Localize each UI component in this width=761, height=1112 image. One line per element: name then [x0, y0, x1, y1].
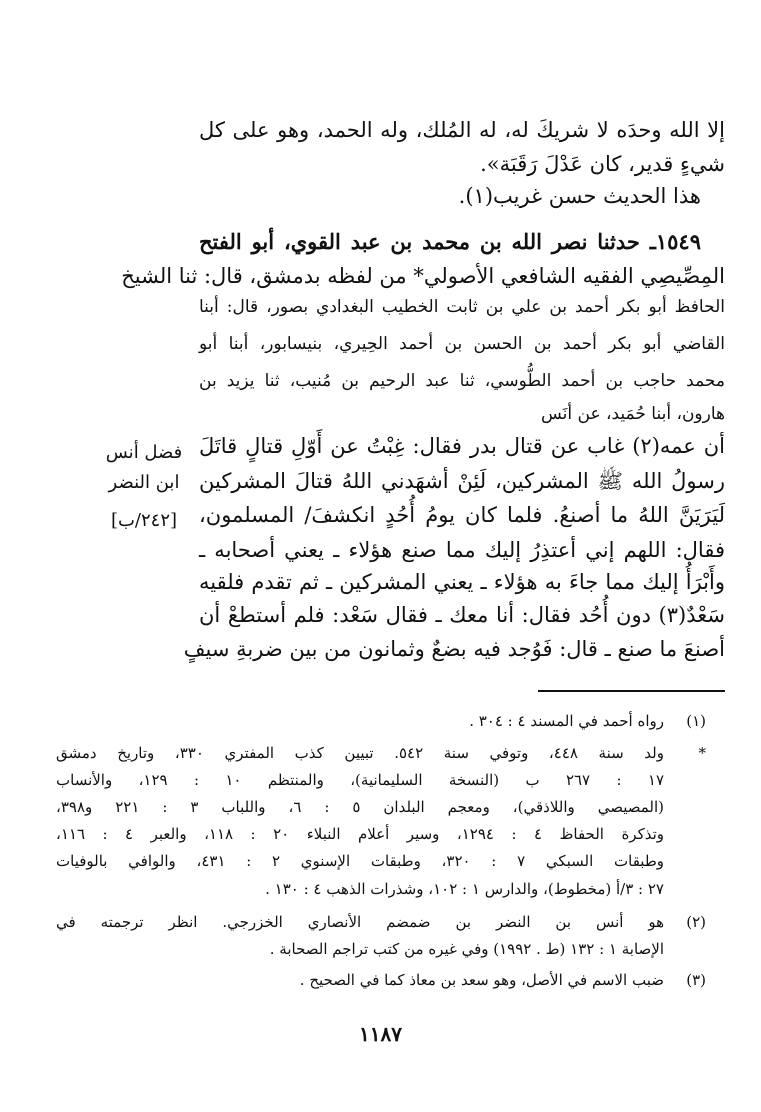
- footnote-number: (٢): [686, 913, 706, 931]
- text-line: هذا الحديث حسن غريب(١).: [458, 184, 701, 208]
- text-line: سَعْدٌ(٣) دون أُحُد فقال: أنا معك ـ فقال سَعْد: فلم أستطعْ أن: [199, 603, 725, 627]
- page-number: ١١٨٧: [359, 1022, 402, 1046]
- text-line: إلا الله وحدَه لا شريكَ له، له المُلك، وله الحمد، وهو على كل: [199, 118, 725, 142]
- margin-note: [98, 438, 190, 536]
- text-line: محمد حاجب بن أحمد الطُّوسي، ثنا عبد الرحيم بن مُنيب، ثنا يزيد بن: [199, 371, 725, 391]
- hadith-heading: ١٥٤٩ـ حدثنا نصر الله بن محمد بن عبد القوي، أبو الفتح: [199, 229, 701, 254]
- margin-note-title: فضل أنس: [105, 442, 183, 463]
- text-line: لَيَرَيَنَّ اللهُ ما أصنعُ. فلما كان يومُ أُحُدٍ انكشفَ/ المسلمون،: [199, 503, 725, 527]
- footnote-text: الإصابة ١ : ١٣٢ (ط . ١٩٩٢) وفي غيره من كتب تراجم الصحابة .: [269, 940, 664, 958]
- footnote-text: (المصيصي واللاذقي)، ومعجم البلدان ٥ : ٦، واللباب ٣ : ٢٢١ و٣٩٨،: [56, 798, 665, 816]
- text-line: هارون، أبنا حُمَيد، عن أنَس: [540, 404, 725, 424]
- text-line: القاضي أبو بكر أحمد بن الحسن بن أحمد الحِيري، بنيسابور، أبنا أبو: [199, 334, 725, 354]
- footnote-text: ١٧ : ٢٦٧ ب (النسخة السليمانية)، والمنتظم ١٠ : ١٢٩، والأنساب: [56, 771, 665, 789]
- text-line: أصنعَ ما صنع ـ قال: فَوُجد فيه بضعٌ وثمانون من بين ضربةِ سيفٍ: [183, 637, 725, 661]
- footnote-number: (٣): [686, 971, 706, 989]
- footnote-text: رواه أحمد في المسند ٤ : ٣٠٤ .: [469, 712, 664, 730]
- text-line: شيءٍ قدير، كان عَدْلَ رَقَبَة».: [480, 152, 725, 176]
- text-line: الحافظ أبو بكر أحمد بن علي بن ثابت الخطيب البغدادي بصور، قال: أبنا: [199, 297, 725, 317]
- footnote-text: ضبب الاسم في الأصل، وهو سعد بن معاذ كما في الصحيح .: [299, 971, 664, 989]
- text-line: فقال: اللهم إني أعتذِرُ إليك مما صنع هؤلاء ـ يعني أصحابه ـ: [199, 538, 725, 562]
- text-line: رسولُ الله ﷺ المشركين، لَئِنْ أشهَدني اللهُ قتالَ المشركين: [199, 469, 725, 493]
- footnote-text: وتذكرة الحفاظ ٤ : ١٢٩٤، وسير أعلام النبلاء ٢٠ : ١١٨، والعبر ٤ : ١١٦،: [56, 825, 665, 843]
- footnote-text: ولد سنة ٤٤٨، وتوفي سنة ٥٤٢. تبيين كذب المفتري ٣٣٠، وتاريخ دمشق: [56, 744, 664, 762]
- footnote-number: (١): [686, 712, 706, 730]
- text-line: المِصِّيصِي الفقيه الشافعي الأصولي* من لفظه بدمشق، قال: ثنا الشيخ: [121, 264, 725, 288]
- manuscript-ref: [٢٤٢/ب]: [110, 510, 178, 531]
- footnote-number: *: [698, 744, 706, 762]
- footnote-text: وطبقات السبكي ٧ : ٣٢٠، وطبقات الإسنوي ٢ : ٤٣١، والوافي بالوفيات: [56, 852, 665, 870]
- text-line: أن عمه(٢) غاب عن قتال بدر فقال: غِبْتُ عن أَوّلِ قتالٍ قاتَلَ: [199, 434, 726, 458]
- margin-note-subtitle: ابن النضر: [108, 472, 180, 493]
- footnote-text: ٢٧ : ٣/أ (مخطوط)، والدارس ١ : ١٠٢، وشذرات الذهب ٤ : ١٣٠ .: [265, 880, 664, 898]
- footnote-divider: [538, 690, 725, 692]
- footnote-text: هو أنس بن النضر بن ضمضم الأنصاري الخزرجي. انظر ترجمته في: [56, 913, 664, 931]
- text-line: وأَبْرَأُ إليك مما جاءَ به هؤلاء ـ يعني المشركين ـ ثم تقدم فلقيه: [199, 570, 725, 594]
